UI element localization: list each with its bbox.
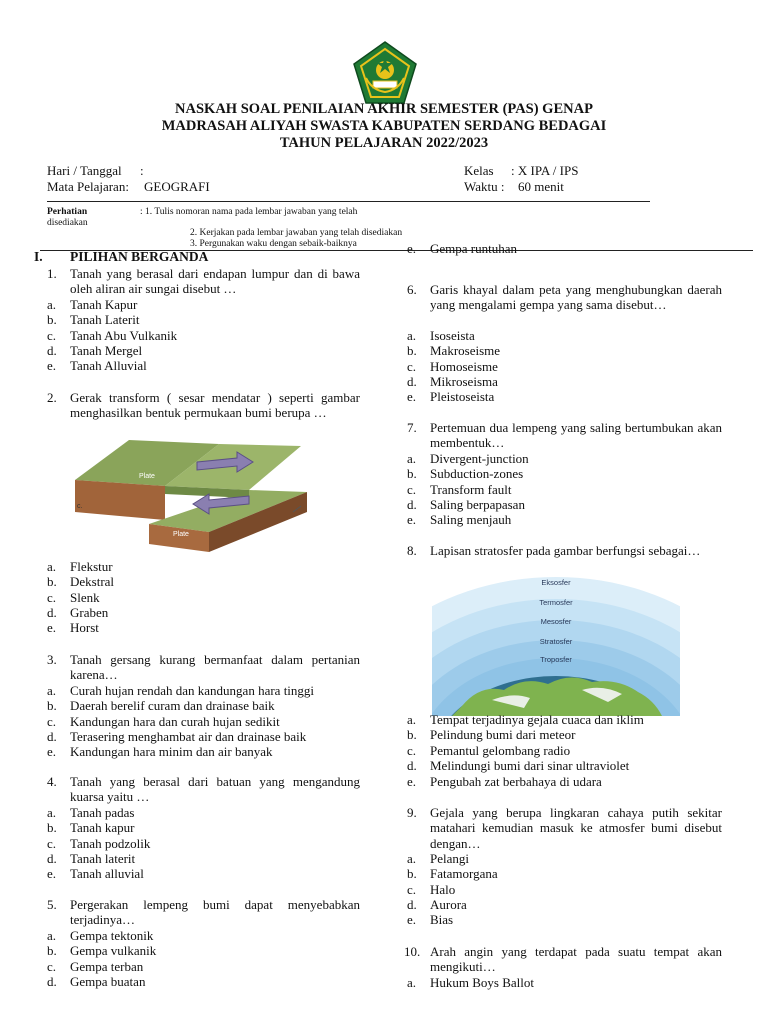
question-number: 4.	[47, 774, 57, 789]
atmosphere-layers-illustration	[432, 572, 680, 716]
notes-label: Perhatian	[47, 207, 88, 217]
question-number: 7.	[407, 420, 417, 435]
exam-title-line1: NASKAH SOAL PENILAIAN AKHIR SEMESTER (PAS) GENAP	[175, 101, 593, 117]
subject-label: Mata Pelajaran:	[47, 179, 129, 194]
question-number: 3.	[47, 652, 57, 667]
transform-fault-illustration	[69, 428, 309, 556]
section-number: I.	[34, 249, 43, 264]
question-text: Gejala yang berupa lingkaran cahaya putih sekitar matahari kemudian masuk ke atmosfer bumi disebut dengan…	[430, 805, 722, 851]
question-number: 6.	[407, 282, 417, 297]
time-value: 60 menit	[518, 179, 564, 194]
question-text: Tanah yang berasal dari batuan yang mengandung kuarsa yaitu …	[70, 774, 360, 805]
layer-label-eksosfer: Eksosfer	[541, 578, 571, 587]
question-5-continued: e. Gempa runtuhan	[407, 241, 518, 256]
question-text: Lapisan stratosfer pada gambar berfungsi sebagai…	[430, 543, 701, 558]
question-text: Pertemuan dua lempeng yang saling bertumbukan akan membentuk…	[430, 420, 722, 451]
question-2: 2. Gerak transform ( sesar mendatar ) seperti gambar menghasilkan bentuk permukaan bumi berupa … Plate Plate c. a. Flekstur b. Dekstral c. Slenk d. Graben e. Horst	[47, 390, 360, 635]
question-text: Tanah gersang kurang bermanfaat dalam pertanian karena…	[70, 652, 360, 683]
question-number: 8.	[407, 543, 417, 558]
note-item-1: : 1. Tulis nomoran nama pada lembar jawaban yang telah	[140, 207, 358, 217]
exam-title-line2: MADRASAH ALIYAH SWASTA KABUPATEN SERDANG BEDAGAI	[161, 118, 607, 134]
class-label: Kelas	[464, 163, 494, 178]
note-item-1-cont: disediakan	[47, 218, 88, 228]
exam-title-line3: TAHUN PELAJARAN 2022/2023	[279, 135, 489, 151]
subject-value: GEOGRAFI	[144, 179, 210, 194]
layer-label-mesosfer: Mesosfer	[540, 617, 572, 626]
layer-label-stratosfer: Stratosfer	[539, 637, 573, 646]
layer-label-termosfer: Termosfer	[539, 598, 573, 607]
layer-label-troposfer: Troposfer	[540, 655, 572, 664]
plate-label-top: Plate	[139, 473, 155, 480]
day-date-separator: :	[140, 163, 144, 178]
question-number: 9.	[407, 805, 417, 820]
section-title: PILIHAN BERGANDA	[70, 249, 209, 264]
question-number: 2.	[47, 390, 57, 405]
question-8: 8. Lapisan stratosfer pada gambar berfungsi sebagai… Eksosfer Termosfer Mesosfer Stratosfer Troposfer a. Tempat terjadinya gejala cuaca dan iklim b. Pelindung bumi dari meteor c. Pemantul gelombang radio d. Melindungi bumi dari sinar ultraviolet e. Pengubah zat berbahaya di udara	[407, 543, 722, 793]
note-item-2: 2. Kerjakan pada lembar jawaban yang telah disediakan	[190, 228, 403, 238]
question-text: Garis khayal dalam peta yang menghubungkan daerah yang mengalami gempa yang sama disebut…	[430, 282, 722, 313]
day-date-label: Hari / Tanggal	[47, 163, 122, 178]
question-text: Gerak transform ( sesar mendatar ) seperti gambar menghasilkan bentuk permukaan bumi berupa …	[70, 390, 360, 421]
plate-label-bottom: Plate	[173, 531, 189, 538]
question-number: 1.	[47, 266, 57, 281]
question-text: Pergerakan lempeng bumi dapat menyebabkan terjadinya…	[70, 897, 360, 928]
time-label: Waktu :	[464, 179, 505, 194]
note-item-3: 3. Pergunakan waku dengan sebaik-baiknya	[190, 239, 357, 249]
question-number: 10.	[404, 944, 421, 959]
question-number: 5.	[47, 897, 57, 912]
corner-label: c.	[77, 503, 83, 510]
ministry-emblem-logo	[352, 40, 418, 106]
header-divider	[47, 201, 650, 202]
question-text: Arah angin yang terdapat pada suatu tempat akan mengikuti…	[430, 944, 722, 975]
question-text: Tanah yang berasal dari endapan lumpur dan di bawa oleh aliran air sungai disebut …	[70, 266, 360, 297]
class-value: : X IPA / IPS	[511, 163, 579, 178]
